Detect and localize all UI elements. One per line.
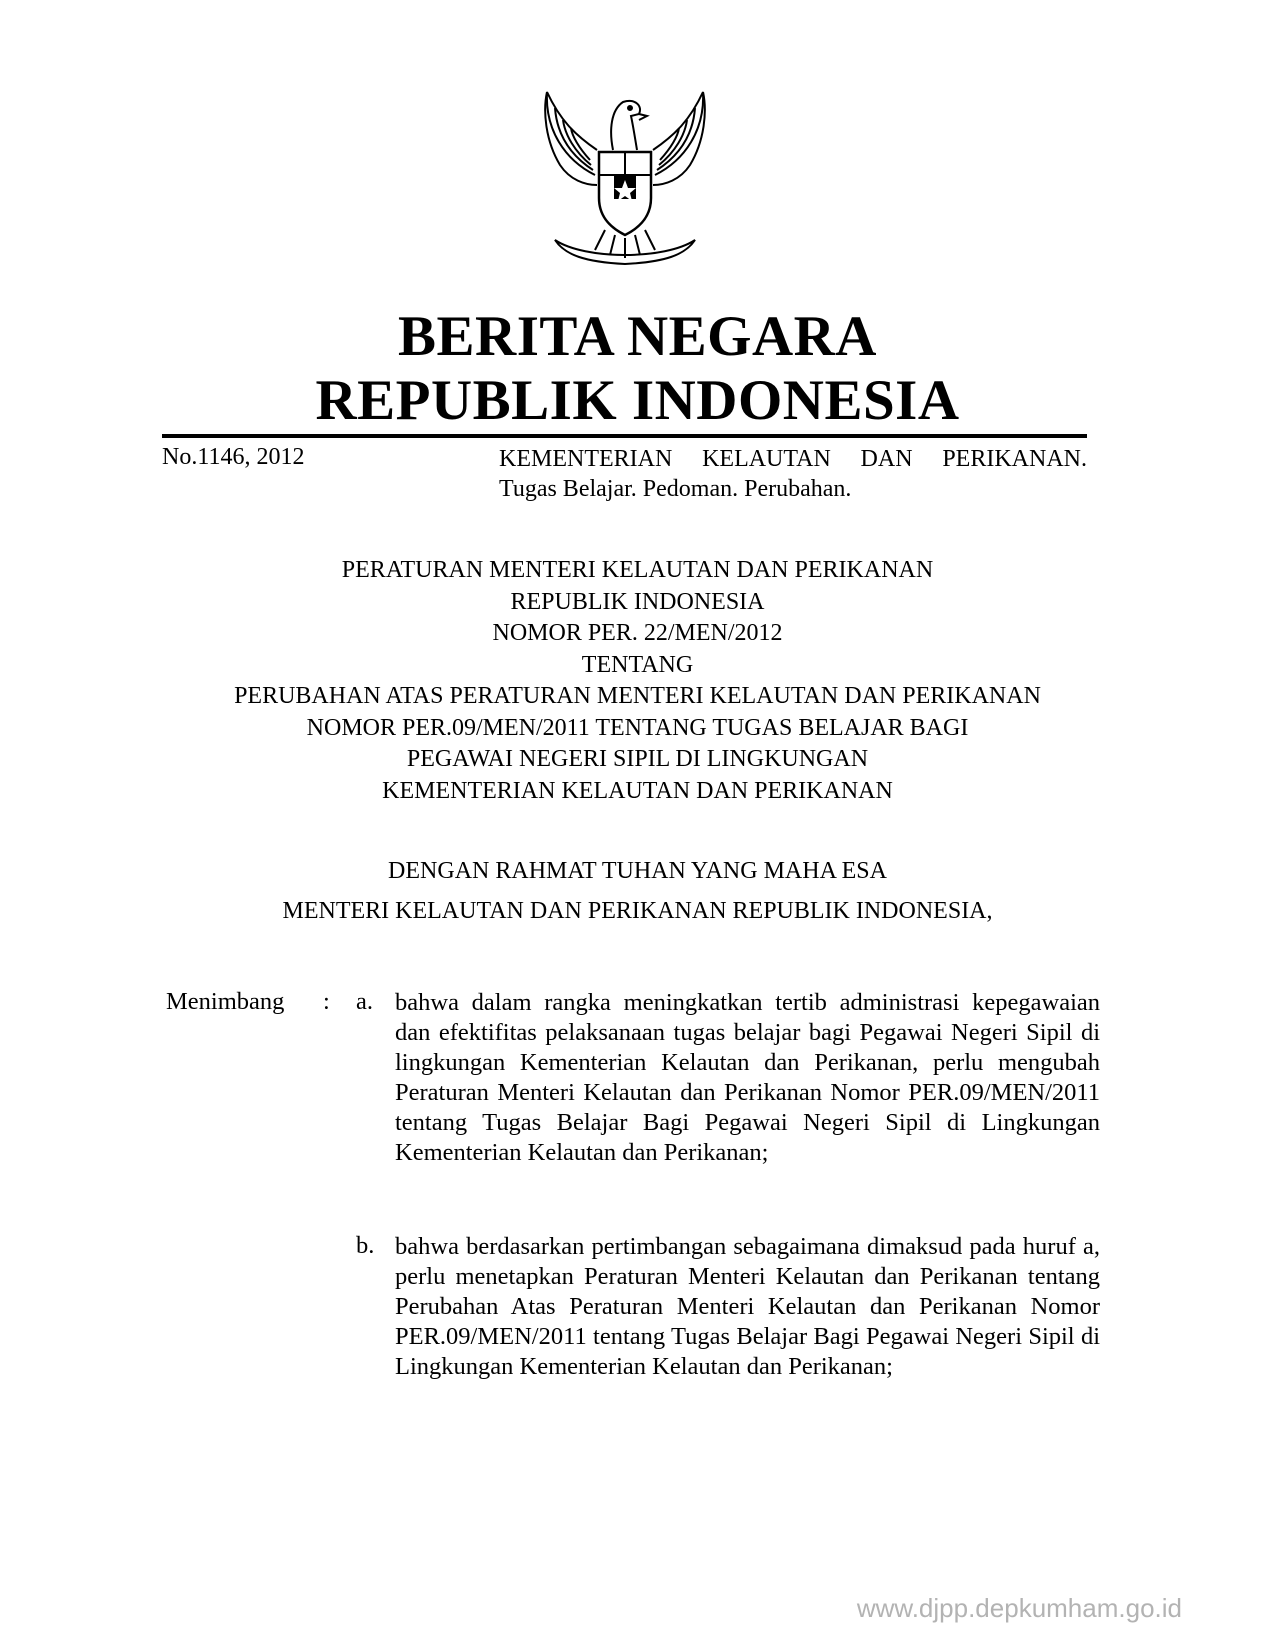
gazette-subject (499, 444, 1087, 504)
garuda-emblem-icon (535, 80, 715, 270)
menimbang-colon: : (323, 988, 330, 1015)
consideration-item-a: bahwa dalam rangka meningkatkan tertib administrasi kepegawaian dan efektifitas pelaksanaan tugas belajar bagi Pegawai Negeri Sipil di lingkungan Kementerian Kelautan dan Perikanan, perlu mengubah Peraturan Menteri Kelautan dan Perikanan Nomor PER.09/MEN/2011 tentang Tugas Belajar Bagi Pegawai Negeri Sipil di Lingkungan Kementerian Kelautan dan Perikanan; (395, 989, 1100, 1166)
masthead-rule (162, 434, 1087, 438)
regulation-title-line: KEMENTERIAN KELAUTAN DAN PERIKANAN (382, 777, 893, 804)
regulation-title-line: REPUBLIK INDONESIA (510, 588, 765, 615)
item-letter: a. (356, 988, 373, 1015)
item-letter: b. (356, 1232, 375, 1259)
regulation-title-line: PERATURAN MENTERI KELAUTAN DAN PERIKANAN (341, 557, 934, 583)
menimbang-label: Menimbang (166, 988, 285, 1015)
minister-line: MENTERI KELAUTAN DAN PERIKANAN REPUBLIK INDONESIA, (282, 898, 993, 924)
regulation-title-line: TENTANG (581, 651, 694, 678)
gazette-number: No.1146, 2012 (162, 444, 305, 470)
masthead-subtitle: REPUBLIK INDONESIA (315, 369, 960, 432)
regulation-title-line: NOMOR PER.09/MEN/2011 TENTANG TUGAS BELAJAR BAGI (306, 714, 969, 741)
website-watermark: www.djpp.depkumham.go.id (856, 1593, 1182, 1623)
regulation-title-line: NOMOR PER. 22/MEN/2012 (492, 620, 783, 646)
consideration-item-b: bahwa berdasarkan pertimbangan sebagaimana dimaksud pada huruf a, perlu menetapkan Peraturan Menteri Kelautan dan Perikanan tentang Perubahan Atas Peraturan Menteri Kelautan dan Perikanan Nomor PER.09/MEN/2011 tentang Tugas Belajar Bagi Pegawai Negeri Sipil di Lingkungan Kementerian Kelautan dan Perikanan; (395, 1233, 1100, 1380)
regulation-title (0, 555, 1275, 807)
regulation-title-line: PERUBAHAN ATAS PERATURAN MENTERI KELAUTAN DAN PERIKANAN (234, 683, 1041, 709)
opening-line: DENGAN RAHMAT TUHAN YANG MAHA ESA (388, 858, 887, 884)
regulation-title-line: PEGAWAI NEGERI SIPIL DI LINGKUNGAN (406, 746, 869, 772)
masthead-title: BERITA NEGARA (398, 305, 877, 368)
gazette-subject-line1: KEMENTERIAN KELAUTAN DAN PERIKANAN. (499, 446, 1087, 472)
gazette-subject-line2: Tugas Belajar. Pedoman. Perubahan. (499, 476, 852, 502)
